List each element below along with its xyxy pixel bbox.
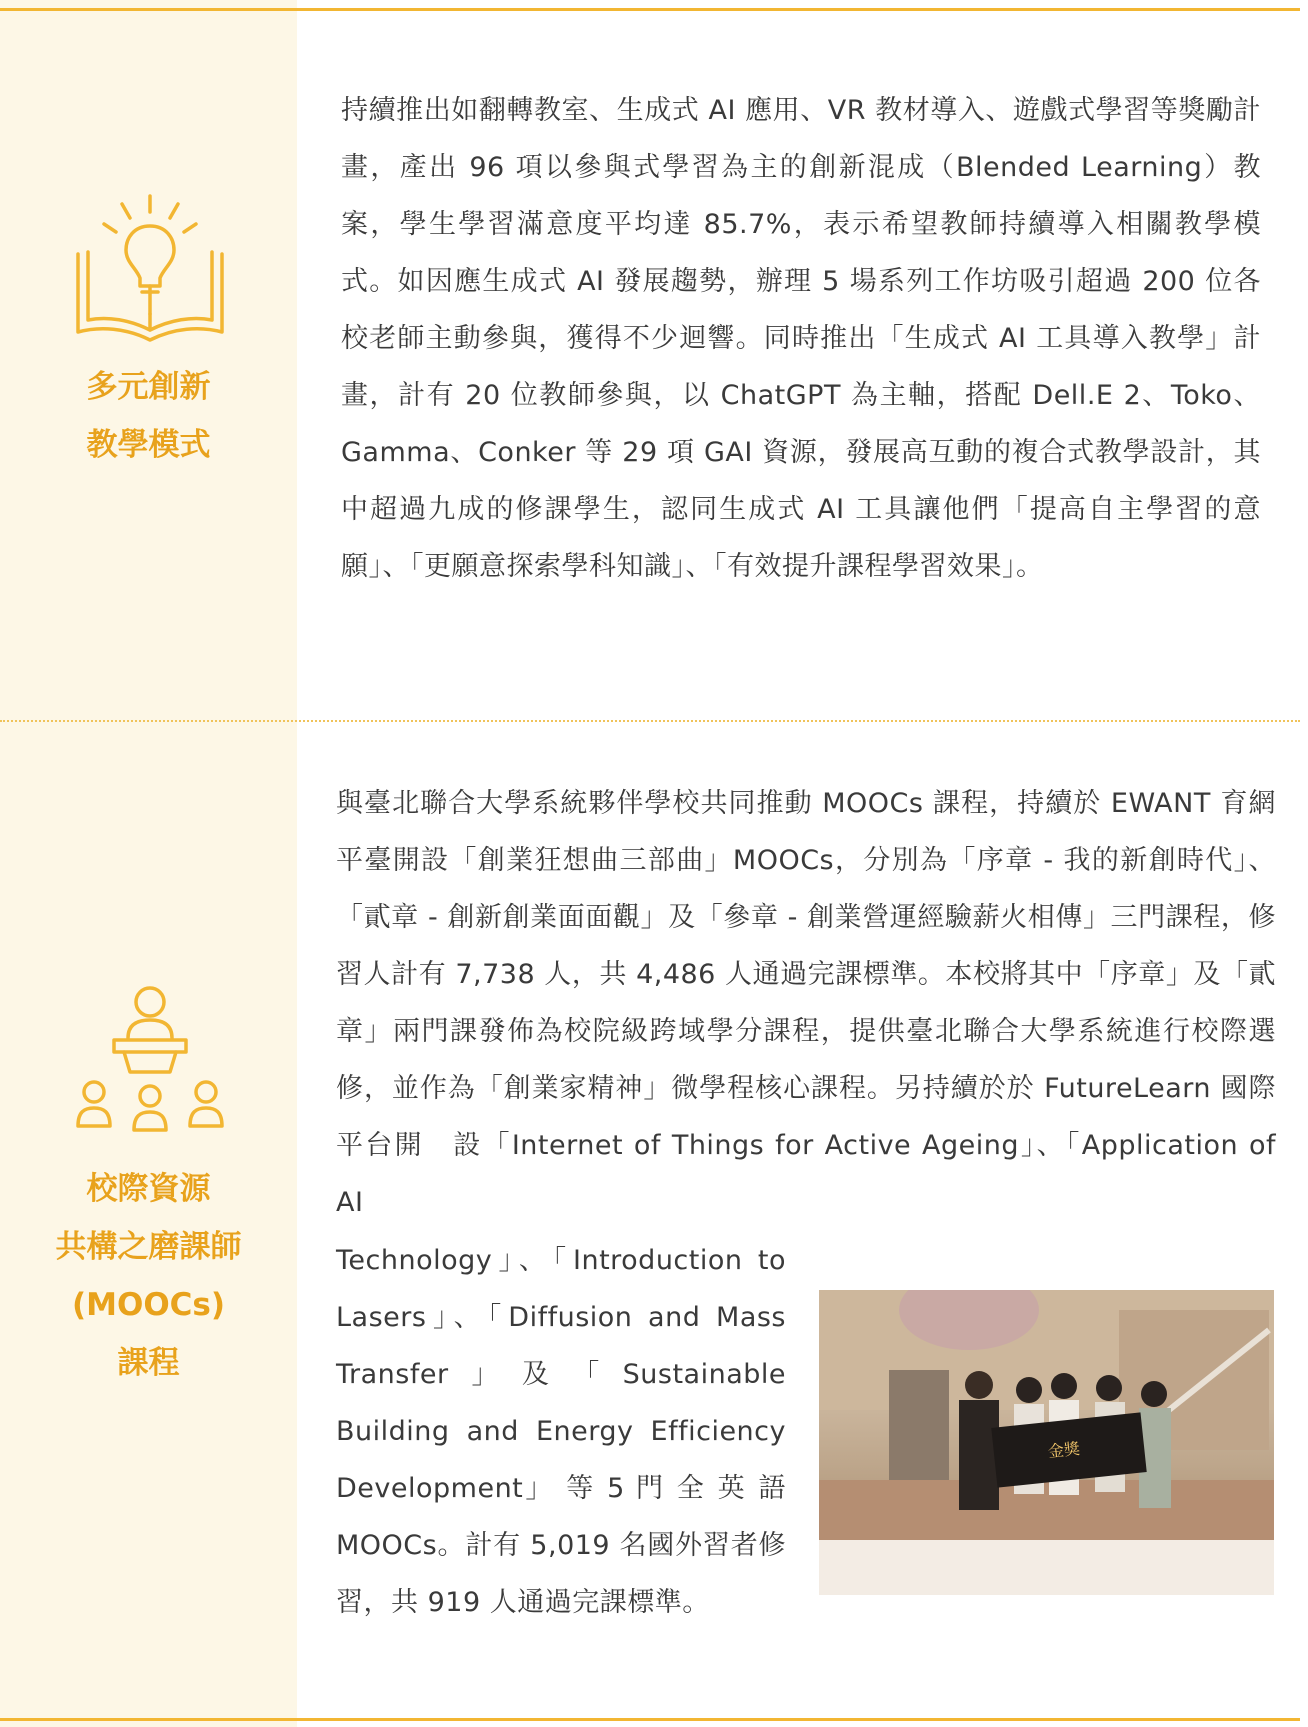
award-banner-text: 金獎: [1047, 1438, 1081, 1462]
section-title-innovative-teaching: [0, 358, 297, 474]
award-group-photo: [819, 1290, 1274, 1595]
bottom-rule: [0, 1718, 1300, 1721]
lecturer-audience-icon: [70, 980, 230, 1140]
section-paragraph-moocs-continued: Technology」、「Introduction to Lasers」、「Diffusion and Mass Transfer」及「Sustainable Building and Energy Efficiency Development」 等 5 門 全 英 語 MOOCs。計有 5,019 名國外習者修習，共 919 人通過完課標準。: [336, 1245, 786, 1618]
section-title-line: 課程: [117, 1345, 180, 1381]
section-title-line: 教學模式: [86, 427, 211, 463]
section-title-line: 多元創新: [86, 369, 211, 405]
section-title-moocs: [0, 1160, 297, 1392]
section-divider: [0, 720, 1300, 722]
section-title-line: 校際資源: [86, 1171, 211, 1207]
section-title-line: 共構之磨課師: [55, 1229, 242, 1265]
section-paragraph-innovative-teaching: 持續推出如翻轉教室、生成式 AI 應用、VR 教材導入、遊戲式學習等獎勵計畫，產出 96 項以參與式學習為主的創新混成（Blended Learning）教案，學生學習滿意度平均達 85.7%，表示希望教師持續導入相關教學模式。如因應生成式 AI 發展趨勢，辦理 5 場系列工作坊吸引超過 200 位各校老師主動參與，獲得不少迴響。同時推出「生成式 AI 工具導入教學」計畫，計有 20 位教師參與，以 ChatGPT 為主軸，搭配 Dell.E 2、Toko、Gamma、Conker 等 29 項 GAI 資源，發展高互動的複合式教學設計，其中超過九成的修課學生，認同生成式 AI 工具讓他們「提高自主學習的意願」、「更願意探索學科知識」、「有效提升課程學習效果」。: [341, 95, 1261, 582]
section-paragraph-moocs: 與臺北聯合大學系統夥伴學校共同推動 MOOCs 課程，持續於 EWANT 育網平臺開設「創業狂想曲三部曲」MOOCs，分別為「序章 - 我的新創時代」、「貳章 - 創新創業面面觀」及「參章 - 創業營運經驗薪火相傳」三門課程，修習人計有 7,738 人，共 4,486 人通過完課標準。本校將其中「序章」及「貳章」兩門課發佈為校院級跨域學分課程，提供臺北聯合大學系統進行校際選修，並作為「創業家精神」微學程核心課程。另持續於於 FutureLearn 國際平台開 設「Internet of Things for Active Ageing」、「Application of AI: [336, 788, 1276, 1218]
top-rule: [0, 8, 1300, 11]
lightbulb-book-icon: [70, 190, 230, 350]
section-title-line: (MOOCs): [71, 1287, 226, 1323]
